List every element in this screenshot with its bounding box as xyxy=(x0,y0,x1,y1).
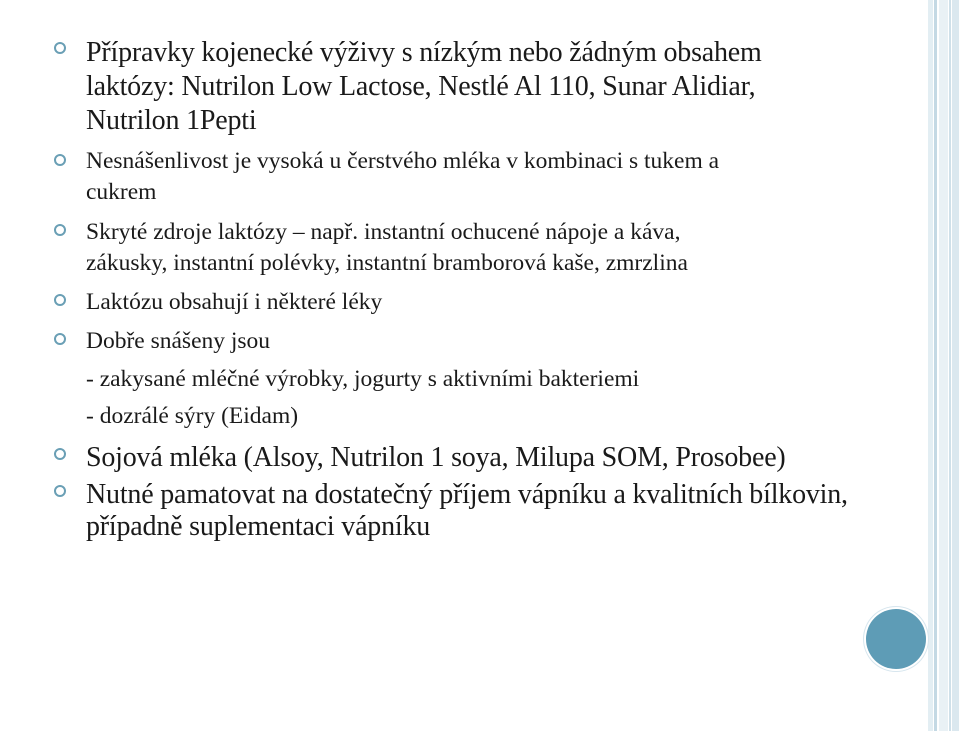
bullet-text-line: cukrem xyxy=(86,179,157,205)
stripe xyxy=(928,0,933,731)
bullet-text-line: Skryté zdroje laktózy – např. instantní ochucené nápoje a káva, xyxy=(86,219,681,245)
bullet-text-line: laktózy: Nutrilon Low Lactose, Nestlé Al 110, Sunar Alidiar, xyxy=(86,71,756,102)
stripe xyxy=(952,0,959,731)
bullet-ring-icon xyxy=(54,485,66,497)
bullet-text-line: případně suplementaci vápníku xyxy=(86,511,431,542)
bullet-text-line: Přípravky kojenecké výživy s nízkým nebo žádným obsahem xyxy=(86,37,762,68)
bullet-text-line: Nesnášenlivost je vysoká u čerstvého mléka v kombinaci s tukem a xyxy=(86,148,720,174)
bullet-text-line: Sojová mléka (Alsoy, Nutrilon 1 soya, Milupa SOM, Prosobee) xyxy=(86,442,786,473)
stripe xyxy=(939,0,948,731)
sub-item-line: - dozrálé sýry (Eidam) xyxy=(86,403,299,429)
bullet-ring-icon xyxy=(54,224,66,236)
decorative-side-stripes xyxy=(928,0,959,731)
bullet-text-line: zákusky, instantní polévky, instantní bramborová kaše, zmrzlina xyxy=(86,250,688,276)
stripe xyxy=(949,0,951,731)
bullet-ring-icon xyxy=(54,448,66,460)
decorative-circle xyxy=(866,609,926,669)
stripe xyxy=(934,0,937,731)
bullet-text-line: Laktózu obsahují i některé léky xyxy=(86,289,383,315)
bullet-ring-icon xyxy=(54,42,66,54)
bullet-text-line: Nutrilon 1Pepti xyxy=(86,105,257,136)
bullet-text-line: Nutné pamatovat na dostatečný příjem vápníku a kvalitních bílkovin, xyxy=(86,479,848,510)
bullet-ring-icon xyxy=(54,333,66,345)
sub-item-line: - zakysané mléčné výrobky, jogurty s aktivními bakteriemi xyxy=(86,366,640,392)
bullet-ring-icon xyxy=(54,294,66,306)
bullet-text-line: Dobře snášeny jsou xyxy=(86,328,271,354)
bullet-ring-icon xyxy=(54,154,66,166)
